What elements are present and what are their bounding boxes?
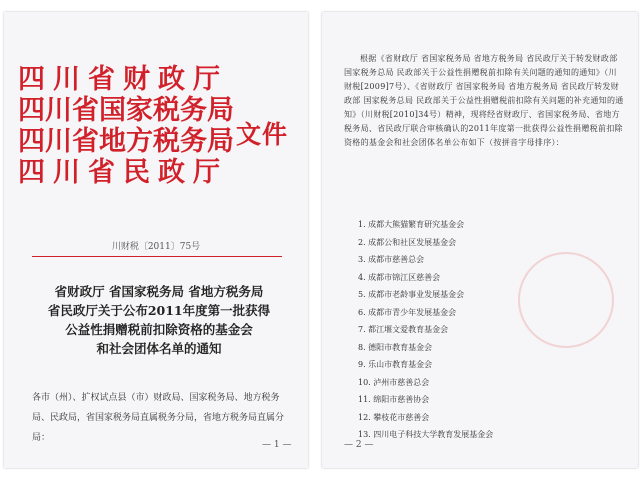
body-paragraph: 根据《省财政厅 省国家税务局 省地方税务局 省民政厅关于转发财政部 国家税务总局 民政部关于公益性捐赠税前扣除有关问题的通知的通知》（川财税[2009]7号）、《省财政厅 省国家税务局 省地方税务局 省民政厅转发财政部 国家税务总局 民政部关于公益性捐赠税前扣除有关问题的补充通知的通知》（川财税[2010]34号）精神，现将经省财政厅、省国家税务局、省地方税务局、省民政厅联合审核确认的2011年度第一批获得公益性捐赠税前扣除资格的基金会和社会团体名单公布如下（按拼音字母排序）： [344,54,624,147]
list-item: 12. 攀枝花市慈善会 [358,412,430,422]
list-item: 9. 乐山市教育基金会 [358,360,433,369]
faint-seal [518,252,614,348]
list-item: 11. 绵阳市慈善协会 [358,395,430,404]
title-line: 和社会团体名单的通知 [96,341,222,356]
list-item: 4. 成都市锦江区慈善会 [358,272,441,282]
issuer-national-tax-bureau: 四川省国家税务局 [18,95,234,126]
list-item: 3. 成都市慈善总会 [358,255,425,264]
issuer-civil-affairs-dept: 四川省民政厅 [18,157,228,188]
document-label: 文件 [236,120,289,149]
list-item: 2. 成都公和社区发展基金会 [358,237,457,247]
document-title [24,282,294,358]
list-item: 5. 成都市老龄事业发展基金会 [358,290,465,299]
title-line: 省财政厅 省国家税务局 省地方税务局 [54,284,264,299]
list-item: 13. 四川电子科技大学教育发展基金会 [358,430,494,439]
document-page-2 [322,12,638,468]
page-number: — 1 — [262,440,292,450]
issuing-authorities [18,64,238,188]
red-divider [32,256,282,257]
list-item: 10. 泸州市慈善总会 [358,377,430,387]
list-item: 7. 都江堰文爱教育基金会 [358,325,449,334]
organization-list [358,216,493,444]
document-page-1 [4,12,308,468]
list-item: 1. 成都大熊猫繁育研究基金会 [358,220,465,229]
document-number: 川财税〔2011〕75号 [111,242,201,252]
page-number: — 2 — [344,440,374,450]
title-line: 省民政厅关于公布2011年度第一批获得 [47,303,271,318]
list-item: 8. 德阳市教育基金会 [358,342,433,352]
issuer-local-tax-bureau: 四川省地方税务局 [18,126,234,157]
list-item: 6. 成都市青少年发展基金会 [358,307,457,317]
title-line: 公益性捐赠税前扣除资格的基金会 [65,322,253,337]
addressee-paragraph: 各市（州）、扩权试点县（市）财政局、国家税务局、地方税务局、民政局，省国家税务局直属税务分局，省地方税务局直属分局： [32,393,285,443]
issuer-finance-dept: 四川省财政厅 [18,64,228,95]
